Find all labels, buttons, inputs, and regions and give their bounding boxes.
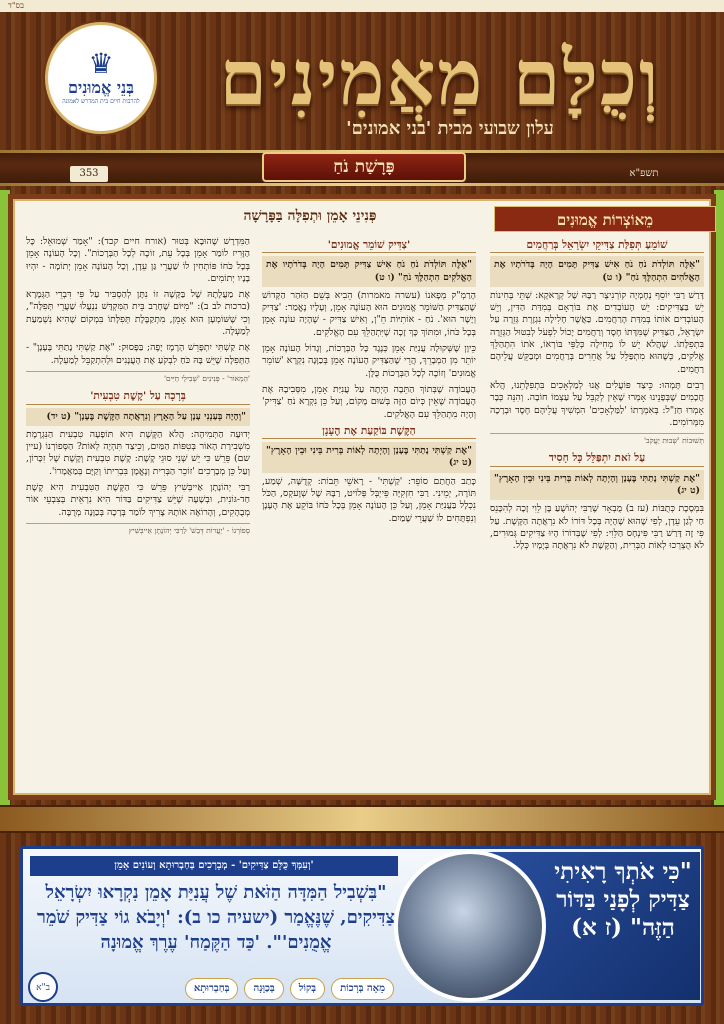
ad-logo: ב"א	[28, 972, 58, 1002]
column-left	[22, 236, 254, 792]
header-top-strip	[0, 0, 724, 12]
verse-quote: "אֶת קַשְׁתִּי נָתַתִּי בֶּעָנָן וְהָיְתָה לְאוֹת בְּרִית בֵּינִי וּבֵין הָאָרֶץ" (ט יג)	[262, 442, 476, 473]
logo-name: בְּנֵי אֱמוּנִים	[68, 78, 134, 97]
ad-quote: "כִּי אֹתְךָ רָאִיתִי צַדִּיק לְפָנַי בַּדּוֹר הַזֶּה" (ז א)	[554, 858, 692, 941]
verse-quote: "אֵלֶּה תּוֹלְדֹת נֹחַ נֹחַ אִישׁ צַדִּיק תָּמִים הָיָה בְּדֹרֹתָיו אֶת הָאֱלֹהִים הִתְהַלֶּךְ נֹחַ" (ו ט)	[490, 256, 704, 287]
parsha-title: פָּרָשַׁת נֹחַ	[262, 152, 466, 182]
corner-mark: בס"ד	[8, 1, 24, 10]
column-heading: 'צַדִּיק שׁוֹמֵר אֱמוּנִים'	[262, 239, 476, 253]
paragraph: דָּרַשׁ רַבִּי יוֹסֵף נְחֶמְיָה קוֹרְנִיצֶר רַבָּהּ שֶׁל קְרָאקָא: שְׁתֵּי בְּחִינוֹת יֵשׁ בַּצַּדִּיקִים: יֵשׁ הָעוֹבְדִים אֶת בּוֹרְאָם בְּמִדַּת הַדִּין, וְיֵשׁ הָעוֹבְדִים אוֹתוֹ בְּמִדַּת הָרַחֲמִים. כַּאֲשֶׁר חָלִילָה נִגְזֶרֶת גְּזֵרָה עַל יִשְׂרָאֵל, הַצַּדִּיק שֶׁמִּדָּתוֹ חֶסֶד וְרַחֲמִים יָכוֹל לִפְעֹל לְבִטּוּל הַגְּזֵרָה בִּתְפִלָּתוֹ. שֶׁהֲלֹא יֵשׁ לוֹ מְחִילָה כְּלַפֵּי בּוֹרְאוֹ, אֹתוֹ הִתְהַלֵּךְ אֱלֹקִים, כְּשֶׁהוּא מִתְפַּלֵּל עַל אֲחֵרִים בְּרַחֲמִים וּמְבַקֵּשׁ עֲלֵיהֶם רַחֲמִים.	[490, 289, 704, 375]
paragraph: יְדוּעָה הַתְּמִיהָה: הֲלֹא הַקֶּשֶׁת הִיא תּוֹפָעָה טִבְעִית הַנִּגְרֶמֶת מִשְׁבִירַת הָאוֹר בְּטִפּוֹת הַמַּיִם, וְכֵיצַד תִּהְיֶה לְאוֹת? הַסְּפוֹרְנוֹ (עיין שם) פֵּרֵשׁ כִּי יֵשׁ שְׁנֵי סוּגֵי קֶשֶׁת: קֶשֶׁת טִבְעִית וְקֶשֶׁת שֶׁל זִכָּרוֹן, וְעַל כֵּן מְבָרְכִים 'זוֹכֵר הַבְּרִית וְנֶאֱמָן בִּבְרִיתוֹ וְקַיָּם בְּמַאֲמָרוֹ'.	[26, 428, 250, 477]
verse-quote: "אֶת קַשְׁתִּי נָתַתִּי בֶּעָנָן וְהָיְתָה לְאוֹת בְּרִית בֵּינִי וּבֵין הָאָרֶץ" (ט יג)	[490, 470, 704, 501]
source-note: תְּשׁוּבוֹת 'שְׁבוּת יַעֲקֹב'	[490, 433, 704, 447]
logo-subtitle: להרבות חיים בית המדרש לאמונה	[62, 98, 140, 105]
paragraph: הָרַמְ"ק מְפָאנוֹ (עשרה מאמרות) הֵבִיא בְּשֵׁם הַזֹּהַר הַקָּדוֹשׁ שֶׁהַצַּדִּיק הַשּׁוֹמֵר אֱמוּנִים הוּא הָעוֹנֶה אָמֵן, וְעָלָיו נֶאֱמַר: 'צַדִּיק וְיָשָׁר הוּא'. נֹחַ - אוֹתִיּוֹת חֵ"ן, וְאִישׁ צַדִּיק - שֶׁהָיָה עוֹנֶה אָמֵן בְּכָל כֹּחוֹ, וּמִתּוֹךְ כָּךְ זָכָה שֶׁיִּתְהַלֵּךְ עִם הָאֱלֹקִים.	[262, 289, 476, 338]
ad-pill: בְּחַבְרוּתָא	[185, 978, 239, 1000]
verse-quote: "אֵלֶּה תּוֹלְדֹת נֹחַ נֹחַ אִישׁ צַדִּיק תָּמִים הָיָה בְּדֹרֹתָיו אֶת הָאֱלֹקִים הִתְהַלֶּךְ נֹחַ" (ו ט)	[262, 256, 476, 287]
paragraph: בִּמְסֶכֶת כְּתֻבּוֹת (עז ב) מֻבְאָר שֶׁרַבִּי יְהוֹשֻׁעַ בֶּן לֵוִי זָכָה לְהִכָּנֵס חַי לְגַן עֵדֶן, לְפִי שֶׁהוּא שֶׁהָיָה בְּכָל דּוֹרוֹ לֹא נִרְאֲתָה הַקֶּשֶׁת. עַל פִּי זֶה דָּרַשׁ רַבִּי פִּינְחָס הַלֵּוִי: לְפִי שֶׁבְּדוֹרוֹ הָיוּ צַדִּיקִים גְּמוּרִים, לֹא הֻצְרְכוּ לְאוֹת הַבְּרִית, וְהַקֶּשֶׁת לֹא נִרְאֲתָה בְּיָמָיו כְּלָל.	[490, 503, 704, 552]
column-heading: שׁוֹמֵעַ תְּפִלַּת צַדִּיקֵי יִשְׂרָאֵל בְּרַחֲמִים	[490, 239, 704, 253]
footer-ornament	[0, 805, 724, 833]
paragraph: אֶת קַשְׁתִּי יִתְפָּרֵשׁ הָרֶמֶז יָפֶה; בַּפָּסוּק: "אֶת קַשְׁתִּי נָתַתִּי בֶּעָנָן" - הַתְּפִלָּה שֶׁיֵּשׁ בָּהּ כֹּחַ לִבְקֹעַ אֶת הָעֲנָנִים וּלְהִתְקַבֵּל לְמַעְלָה.	[26, 342, 250, 366]
issue-year: תשפ"א	[629, 168, 659, 179]
section-title: פְּנִינֵי אָמֵן וּתְפִלָּה בַּפָּרָשָׁה	[243, 208, 377, 224]
column-heading: הַקֶּשֶׁת בּוֹקַעַת אֶת הֶעָנָן	[262, 425, 476, 439]
paragraph: רַבִּי יְהוֹנָתָן אַייבְּשִׁיץ פֵּרֵשׁ כִּי הַקֶּשֶׁת הַטִּבְעִית הִיא קֶשֶׁת חַד-גּוֹנִית, וּבְשָׁעָה שֶׁיֵּשׁ צַדִּיקִים בַּדּוֹר הִיא נִרְאֵית בְּצִבְעֵי אוֹר מְבֻהָקִים, וְהָרוֹאֶה אוֹתָהּ צָרִיךְ לוֹמַר בְּרָכָה בְּכַוָּנָה מְרֻבָּה.	[26, 482, 250, 518]
column-heading: עַל זֹאת יִתְפַּלֵּל כָּל חָסִיד	[490, 452, 704, 466]
logo	[45, 22, 157, 134]
column-heading: בְּרָכָה עַל 'קֶשֶׁת טִבְעִית'	[26, 390, 250, 404]
ad-photo	[394, 850, 546, 1002]
paragraph: רְבִים תָּמְהוּ: כֵּיצַד פּוֹעֲלִים אֲנוּ לְמַלְאָכִים בִּתְפִלָּתֵנוּ, הֲלֹא חֲכָמִים שֶׁבְּפָנֵינוּ אָמְרוּ שֶׁאֵין לְקַבֵּל עַל עַצְמוֹ חוֹבָה. וְהִנֵּה כְּבָר אָמְרוּ חַזַ"ל: בְּאִמְרָתוֹ 'לַמַּלְאָכִים' הִמְשִׁיךְ עֲלֵיהֶם חֶסֶד וּבְרָכָה מִמְּרוֹמִים.	[490, 379, 704, 428]
ad-pill-row	[54, 978, 394, 1000]
section-banner: מֵאוֹצְרוֹת אֱמוּנִים	[494, 206, 716, 232]
paragraph: אֶת מַעֲלָתָהּ שֶׁל בַּקָּשָׁה זוֹ נִתָּן לְהַסְבִּיר עַל פִּי דִּבְרֵי הַגְּמָרָא (ברכות לב ב): "מִיּוֹם שֶׁחָרַב בֵּית הַמִּקְדָּשׁ נִנְעֲלוּ שַׁעֲרֵי תְּפִלָּה", וְכִי שֶׁשּׁוֹמְעָן הוּא אָמֵן, מִתְקַבֶּלֶת תְּפִלָּתוֹ בִּמְקוֹם שֶׁהִיא נִשְׁמַעַת לְמַעְלָה.	[26, 289, 250, 338]
source-note: 'הַמְאוֹר' - פְּנִינִים 'שְׁבִילֵי חַיִּים'	[26, 371, 250, 385]
masthead-title: וְכֻלָּם מַאֲמִינִים	[219, 33, 661, 122]
ad-strip: 'וְעִמְּךָ כֻּלָּם צַדִּיקִים' - מְבָרְכִים בְּחַבְרוּתָא וְעוֹנִים אָמֵן	[30, 856, 398, 876]
masthead-subtitle: עלון שבועי מבית 'בני אמונים'	[346, 118, 554, 139]
ad-pill: בְּכַוָּנָה	[244, 978, 283, 1000]
ad-pill: מֵאָה בְּרָכוֹת	[331, 978, 394, 1000]
paragraph: הַמִּדְרָשׁ שֶׁהוּבָא בְּטוּר (אורח חיים קכד): "אָמַר שְׁמוּאֵל: כָּל הַזָּרִיז לוֹמַר אָמֵן בְּכָל עֵת, זוֹכֶה לְכָל הַבְּרָכוֹת". וְכָל הָעוֹנֶה אָמֵן בְּכָל כֹּחוֹ פּוֹתְחִין לוֹ שַׁעֲרֵי גַּן עֵדֶן, וְכָל הָעוֹנֶה אָמֵן יְתוֹמָה - יִהְיוּ בָנָיו יְתוֹמִים.	[26, 236, 250, 284]
ad-pill: בְּקוֹל	[290, 978, 325, 1000]
column-right	[486, 236, 708, 792]
issue-number: 353	[70, 166, 108, 182]
column-middle	[258, 236, 480, 792]
paragraph: כֵּיוָן שֶׁשְּׁקוּלָה עֲנִיַּת אָמֵן כְּנֶגֶד כָּל הַבְּרָכוֹת, וְגָדוֹל הָעוֹנֶה אָמֵן יוֹתֵר מִן הַמְבָרֵךְ, הֲרֵי שֶׁהַצַּדִּיק הָעוֹנֶה אָמֵן בְּכַוָּנָה נִקְרָא 'שׁוֹמֵר אֱמוּנִים' וְזוֹכֶה לְכָל הַבְּרָכוֹת כֻּלָּן.	[262, 343, 476, 379]
source-note: סְפוֹרְנוֹ - 'יַעֲרוֹת דְּבַשׁ' לַרַבִּי יְהוֹנָתָן אַייבְּשִׁיץ	[26, 523, 250, 537]
gold-line	[0, 183, 724, 186]
ad-main-text: "בִּשְׁבִיל הַמִּדָּה הַזֹּאת שֶׁל עֲנִיַּת אָמֵן נִקְרָאוּ יִשְׂרָאֵל צַדִּיקִים, שֶׁנֶּאֱמַר (ישעיה כו ב): 'וְיָבֹא גוֹי צַדִּיק שֹׁמֵר אֱמֻנִים'". 'כַּד הַקֶּמַח' עֶרֶךְ אֱמוּנָה	[37, 882, 395, 953]
paragraph: כָּתַב הַחֲתַם סוֹפֵר: 'קַשְׁתִּי' - רָאשֵׁי תֵּבוֹת: קְדֻשָּׁה, שְׁמַע, תּוֹרָה, יְמֵינִי. רַבִּי חִזְקִיָּה פֵּייְבְּל פְּלוֹיט, רַבָּהּ שֶׁל שְׁוֶעקְס, הַכֹּל נִכְלָל בַּעֲנִיַּת אָמֵן, וְעַל כֵּן הָעוֹנֶה אָמֵן בְּכָל כֹּחוֹ בּוֹקֵעַ אֶת הֶעָנָן וְנִפְתָּחִים לוֹ שַׁעֲרֵי שָׁמַיִם.	[262, 475, 476, 524]
verse-quote: "וְהָיָה בְּעַנְנִי עָנָן עַל הָאָרֶץ וְנִרְאֲתָה הַקֶּשֶׁת בֶּעָנָן" (ט יד)	[26, 408, 250, 426]
crown-icon: ♛	[88, 47, 114, 80]
paragraph: הָעֲבוֹדָה שֶׁבְּתוֹךְ הַתֵּבָה הָיְתָה עַל עֲנִיַּת אָמֵן, מִסְּבִיבָהּ אֶת הָעֲבוֹדָה שֶׁאֵין כְּיוֹם הַזֶּה בְּשׁוּם מָקוֹם, וְעַל כֵּן נִקְרָא נֹחַ 'צַדִּיק' וְהָיָה מִתְהַלֵּךְ עִם הָאֱלֹקִים.	[262, 383, 476, 420]
